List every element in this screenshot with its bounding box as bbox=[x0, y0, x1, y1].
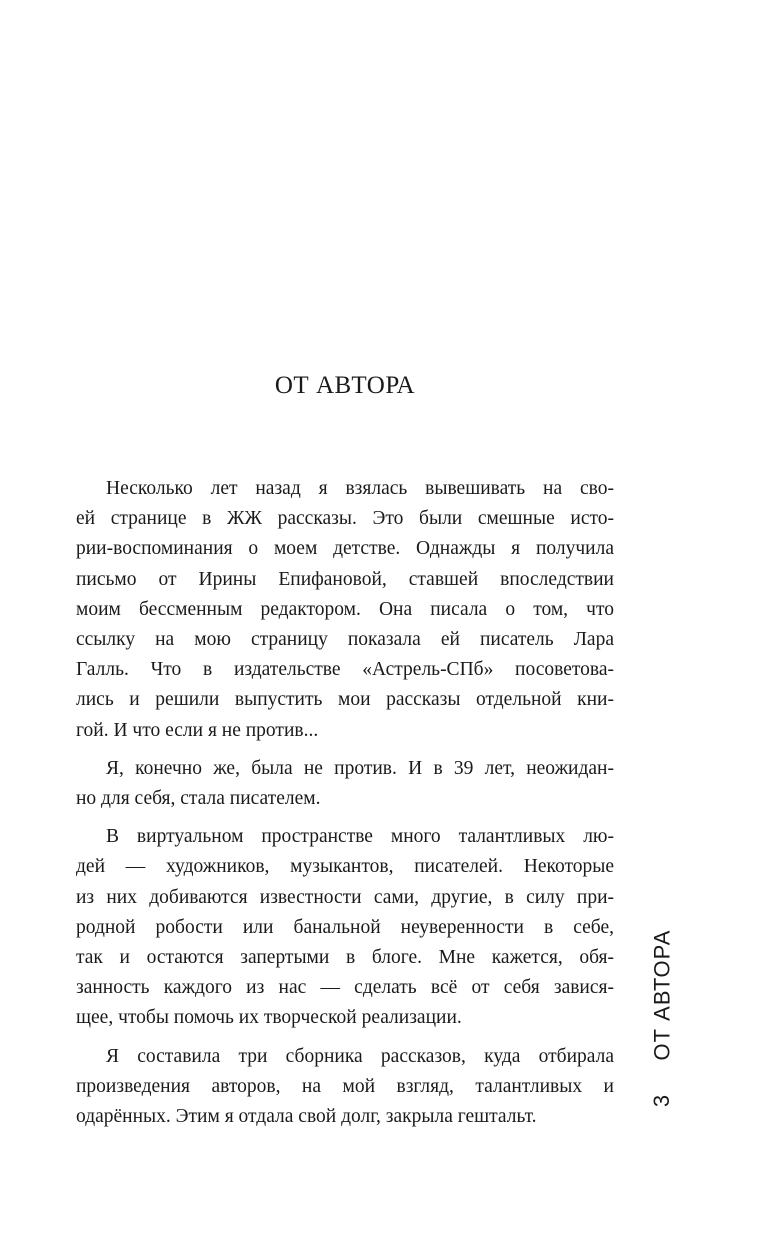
paragraph bbox=[76, 1042, 614, 1133]
paragraph bbox=[76, 754, 614, 814]
text-line: родной робости или банальной неуверенности в себе, bbox=[76, 916, 614, 938]
text-line: ссылку на мою страницу показала ей писатель Лара bbox=[76, 629, 614, 651]
text-line: но для себя, стала писателем. bbox=[76, 788, 321, 810]
text-line: щее, чтобы помочь их творческой реализации. bbox=[76, 1007, 462, 1029]
text-line: дей — художников, музыкантов, писателей. Некоторые bbox=[76, 856, 614, 878]
text-line: Я составила три сборника рассказов, куда отбирала bbox=[106, 1045, 614, 1067]
body-text bbox=[76, 474, 614, 1140]
text-line: В виртуальном пространстве много талантливых лю- bbox=[106, 826, 614, 848]
text-line: Несколько лет назад я взялась вывешивать на сво- bbox=[106, 478, 614, 499]
paragraph bbox=[76, 474, 614, 746]
text-line: так и остаются запертыми в блоге. Мне кажется, обя- bbox=[76, 947, 614, 969]
text-line: произведения авторов, на мой взгляд, талантливых и bbox=[76, 1075, 614, 1097]
text-line: Галль. Что в издательстве «Астрель-СПб» посоветова- bbox=[76, 659, 614, 681]
chapter-title: ОТ АВТОРА bbox=[274, 372, 416, 399]
running-header bbox=[646, 929, 678, 1061]
text-line: гой. И что если я не против... bbox=[76, 719, 319, 741]
text-line: занность каждого из нас — сделать всё от себя завися- bbox=[76, 977, 614, 999]
text-line: рии-воспоминания о моем детстве. Однажды я получила bbox=[76, 538, 614, 560]
paragraph bbox=[76, 822, 614, 1033]
text-line: из них добиваются известности сами, другие, в силу при- bbox=[76, 886, 614, 908]
text-line: ей странице в ЖЖ рассказы. Это были смешные исто- bbox=[76, 508, 614, 530]
text-line: моим бессменным редактором. Она писала о том, что bbox=[76, 598, 614, 620]
page-number-text: 3 bbox=[649, 1094, 674, 1108]
page-number bbox=[646, 1085, 678, 1117]
text-line: одарённых. Этим я отдала свой долг, закрыла гештальт. bbox=[76, 1106, 537, 1128]
text-line: письмо от Ирины Епифановой, ставшей впоследствии bbox=[76, 568, 614, 590]
text-line: Я, конечно же, была не против. И в 39 лет, неожидан- bbox=[106, 757, 614, 779]
running-header-text: ОТ АВТОРА bbox=[649, 929, 675, 1061]
text-line: лись и решили выпустить мои рассказы отдельной кни- bbox=[76, 689, 614, 711]
